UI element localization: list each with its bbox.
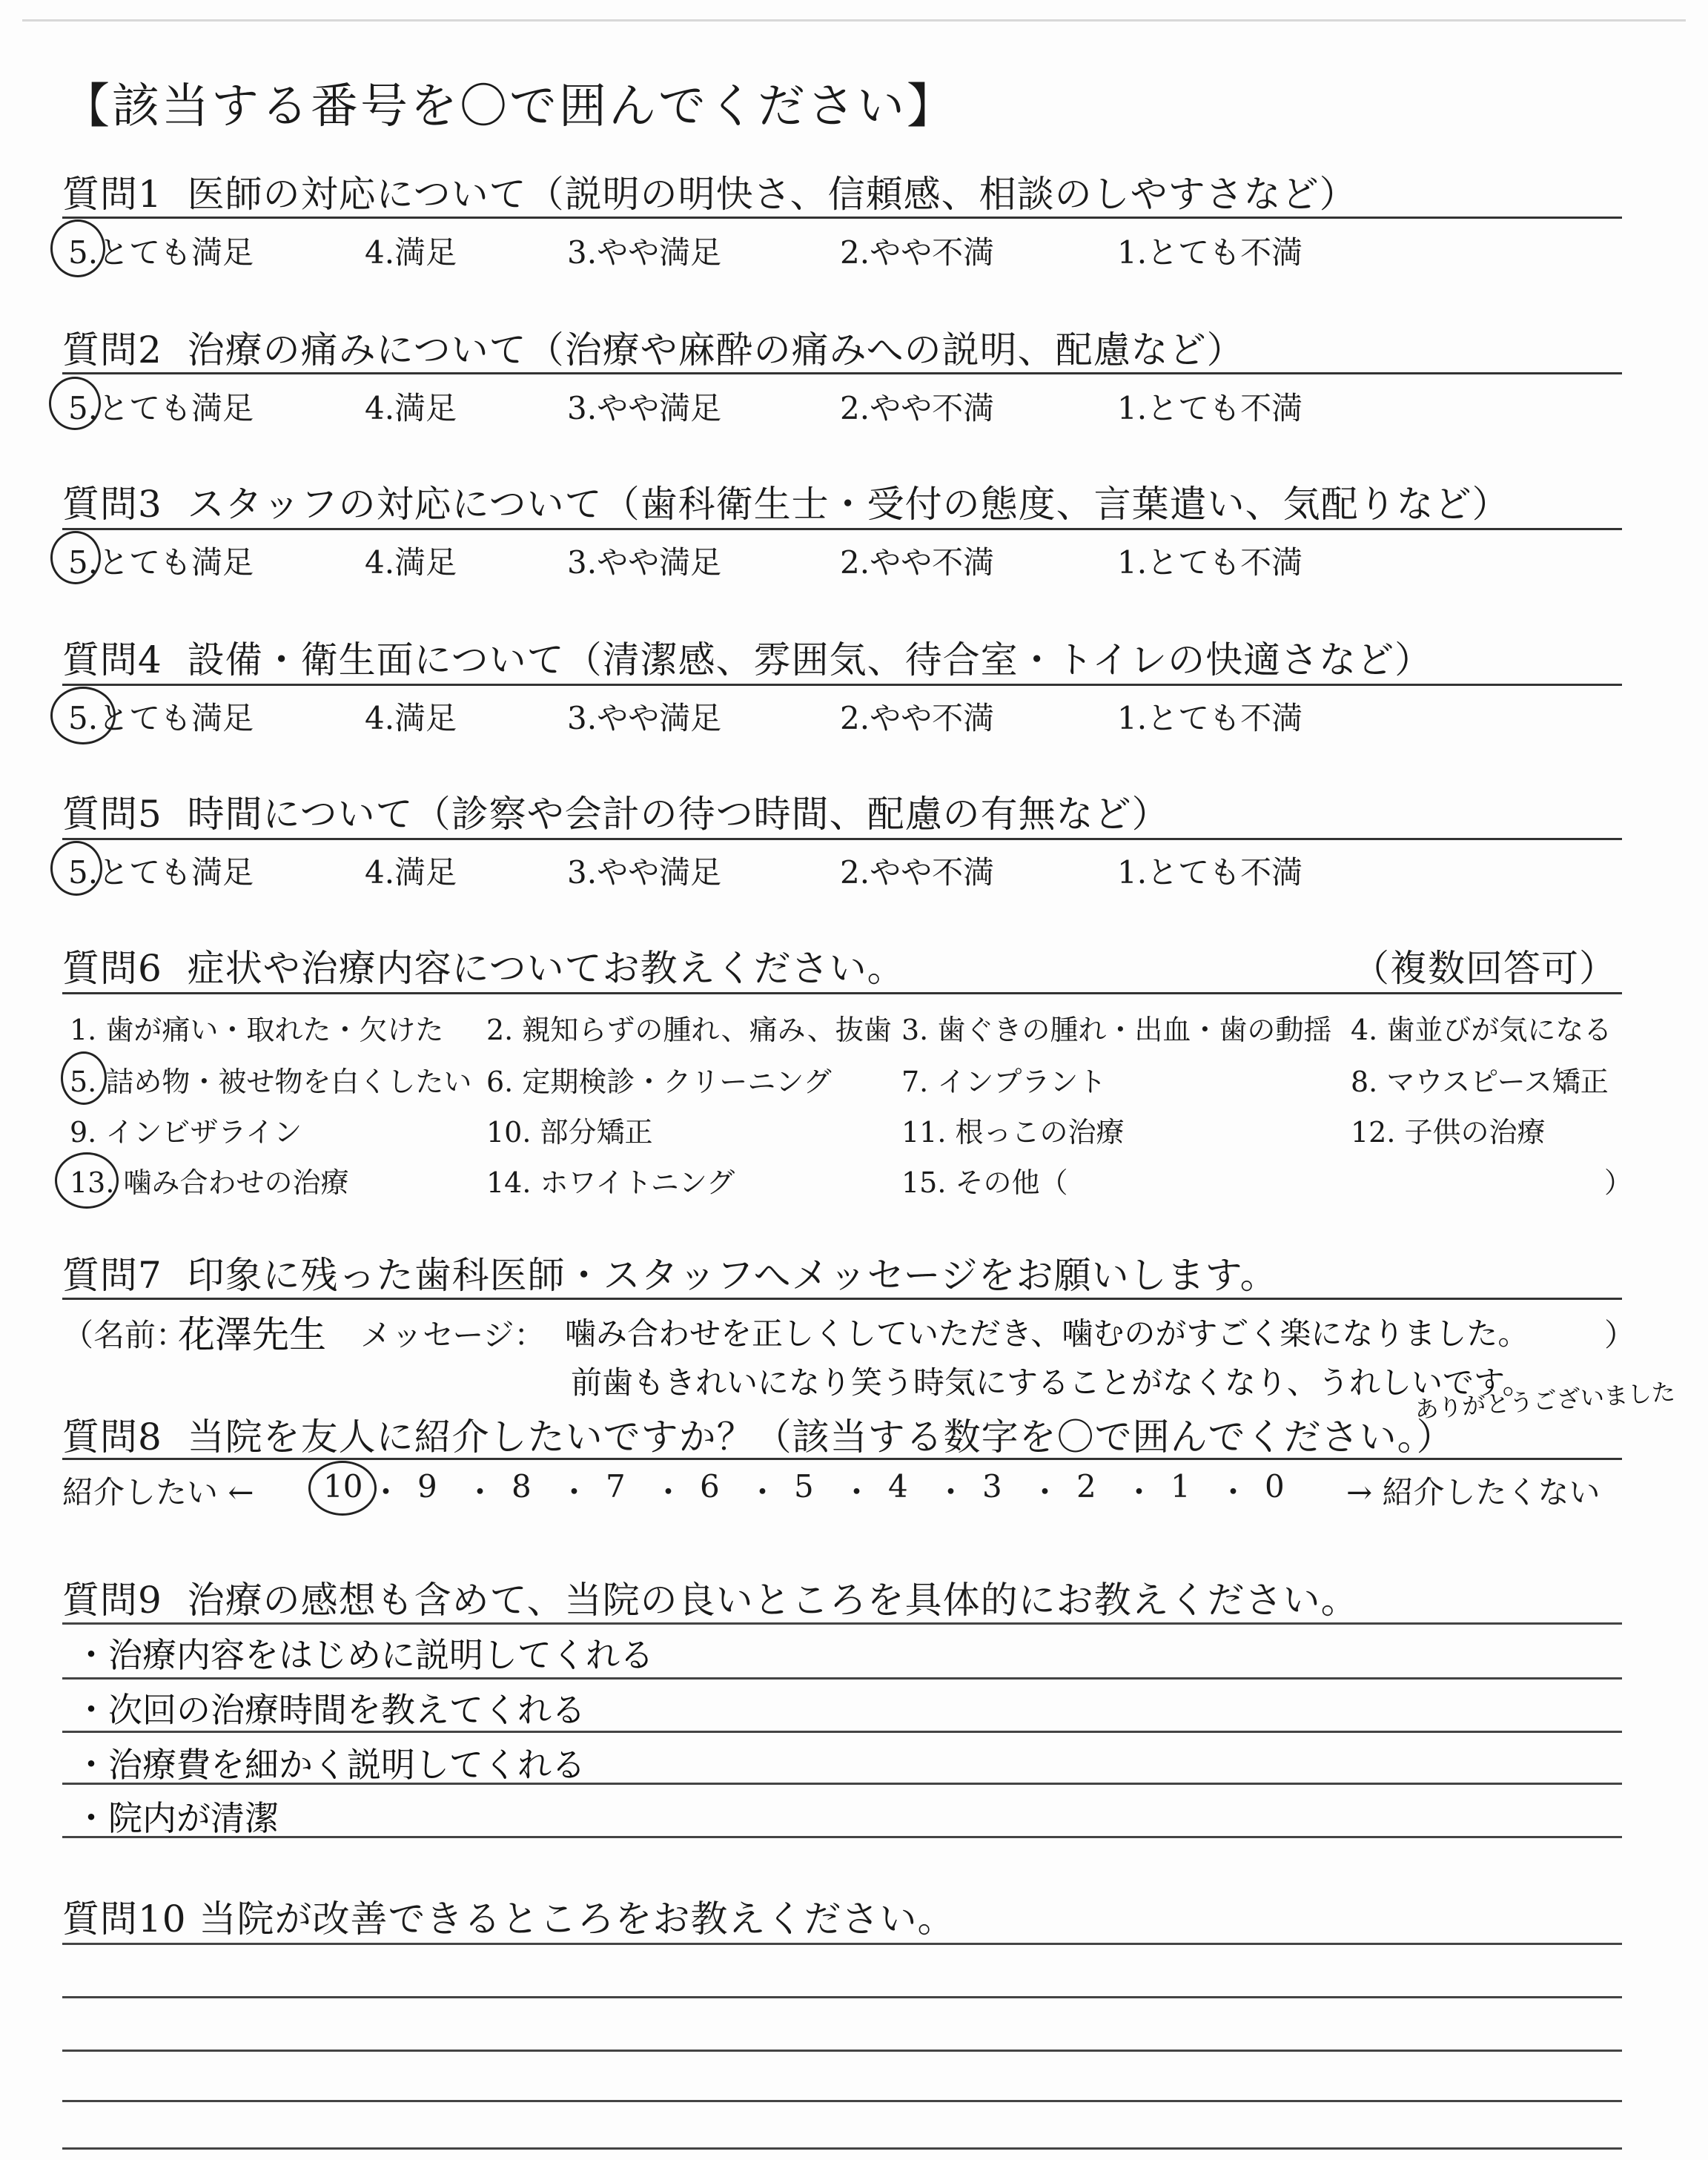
q9-answer-1[interactable]: ・治療内容をはじめに説明してくれる xyxy=(74,1635,654,1675)
q8-scale-separator: ・ xyxy=(652,1474,684,1510)
question-4-text: 設備・衛生面について（清潔感、雰囲気、待合室・トイレの快適さなど） xyxy=(187,638,1433,681)
question-10-label: 質問10 xyxy=(62,1898,187,1941)
q6-item-4[interactable]: 4. 歯並びが気になる xyxy=(1351,1014,1612,1046)
question-6 xyxy=(62,939,905,992)
question-2-label: 質問2 xyxy=(62,328,162,371)
q8-scale-2[interactable]: 2 xyxy=(1076,1468,1096,1505)
q9-answer-2[interactable]: ・次回の治療時間を教えてくれる xyxy=(74,1690,586,1730)
q9-rule-4 xyxy=(62,1836,1622,1838)
q6-item-6[interactable]: 6. 定期検診・クリーニング xyxy=(486,1066,832,1098)
q8-left-label: 紹介したい ← xyxy=(62,1474,254,1510)
q3-option-1[interactable]: 1.とても不満 xyxy=(1117,544,1303,581)
q8-scale-separator: ・ xyxy=(1029,1474,1061,1510)
q4-option-1[interactable]: 1.とても不満 xyxy=(1117,700,1303,736)
q6-item-15[interactable]: 15. その他（ xyxy=(901,1166,1068,1199)
question-9-label: 質問9 xyxy=(62,1579,162,1622)
q7-name-label: （名前： xyxy=(62,1317,188,1353)
question-8-label: 質問8 xyxy=(62,1416,162,1459)
q7-message-line-2[interactable]: 前歯もきれいになり笑う時気にすることがなくなり、うれしいです。 xyxy=(571,1364,1534,1401)
q1-selection-circle xyxy=(50,219,105,277)
q2-selection-circle xyxy=(49,377,101,430)
q5-option-4[interactable]: 4.満足 xyxy=(365,854,457,891)
q10-rule-1 xyxy=(62,1943,1622,1945)
q10-rule-5 xyxy=(62,2147,1622,2150)
question-8 xyxy=(62,1407,1454,1461)
q5-option-5[interactable]: 5.とても満足 xyxy=(68,854,254,891)
q2-option-3[interactable]: 3.やや満足 xyxy=(567,390,722,426)
q1-option-5[interactable]: 5.とても満足 xyxy=(68,234,254,271)
q8-scale-10[interactable]: 10 xyxy=(323,1468,363,1505)
question-4 xyxy=(62,630,1432,684)
question-5-text: 時間について（診察や会計の待つ時間、配慮の有無など） xyxy=(187,793,1170,836)
q8-scale-separator: ・ xyxy=(464,1474,496,1510)
q6-item-13[interactable]: 13. 噛み合わせの治療 xyxy=(70,1166,349,1199)
question-5 xyxy=(62,785,1170,838)
q6-item-1[interactable]: 1. 歯が痛い・取れた・欠けた xyxy=(70,1014,444,1046)
q7-message-line-3[interactable]: ありがとうございました xyxy=(1414,1377,1677,1424)
question-2-rule xyxy=(62,372,1622,374)
question-3-rule xyxy=(62,528,1622,530)
q6-selection-circle-5 xyxy=(61,1051,107,1105)
page-title: 【該当する番号を〇で囲んでください】 xyxy=(62,79,956,134)
q6-item-8[interactable]: 8. マウスピース矯正 xyxy=(1351,1066,1609,1098)
question-1-label: 質問1 xyxy=(62,173,162,216)
q7-name-value[interactable]: 花澤先生 xyxy=(178,1313,326,1356)
q2-option-2[interactable]: 2.やや不満 xyxy=(840,390,995,426)
q10-rule-3 xyxy=(62,2050,1622,2052)
question-7-label: 質問7 xyxy=(62,1254,162,1297)
question-7-text: 印象に残った歯科医師・スタッフへメッセージをお願いします。 xyxy=(187,1254,1278,1297)
q5-option-2[interactable]: 2.やや不満 xyxy=(840,854,995,891)
question-10-text: 当院が改善できるところをお教えください。 xyxy=(199,1898,956,1941)
q4-selection-circle xyxy=(50,687,116,744)
q8-scale-3[interactable]: 3 xyxy=(982,1468,1002,1505)
q8-selection-circle xyxy=(308,1461,377,1516)
q4-option-5[interactable]: 5.とても満足 xyxy=(68,700,254,736)
q8-scale-separator: ・ xyxy=(747,1474,778,1510)
q1-option-4[interactable]: 4.満足 xyxy=(365,234,457,271)
q9-rule-1 xyxy=(62,1677,1622,1680)
q8-scale-0[interactable]: 0 xyxy=(1265,1468,1285,1505)
question-10 xyxy=(62,1889,956,1943)
q7-message-label: メッセージ： xyxy=(360,1317,546,1353)
q7-message-line-1[interactable]: 噛み合わせを正しくしていただき、噛むのがすごく楽になりました。 xyxy=(565,1315,1529,1352)
q8-scale-separator: ・ xyxy=(370,1474,402,1510)
question-4-rule xyxy=(62,684,1622,686)
q9-answer-4[interactable]: ・院内が清潔 xyxy=(74,1798,279,1838)
q8-scale-6[interactable]: 6 xyxy=(700,1468,720,1505)
q3-option-4[interactable]: 4.満足 xyxy=(365,544,457,581)
question-2-text: 治療の痛みについて（治療や麻酔の痛みへの説明、配慮など） xyxy=(187,328,1245,371)
q8-scale-5[interactable]: 5 xyxy=(794,1468,814,1505)
q8-scale-7[interactable]: 7 xyxy=(606,1468,626,1505)
question-9-text: 治療の感想も含めて、当院の良いところを具体的にお教えください。 xyxy=(187,1579,1359,1622)
q8-right-label: → 紹介したくない xyxy=(1346,1474,1601,1510)
question-9 xyxy=(62,1571,1359,1624)
q8-scale-8[interactable]: 8 xyxy=(512,1468,532,1505)
question-3 xyxy=(62,475,1510,528)
question-2 xyxy=(62,320,1245,374)
question-3-text: スタッフの対応について（歯科衛生士・受付の態度、言葉遣い、気配りなど） xyxy=(187,483,1510,526)
question-5-rule xyxy=(62,838,1622,840)
q10-rule-2 xyxy=(62,1996,1622,1998)
q3-option-2[interactable]: 2.やや不満 xyxy=(840,544,995,581)
q6-item-14[interactable]: 14. ホワイトニング xyxy=(486,1166,735,1199)
q5-option-3[interactable]: 3.やや満足 xyxy=(567,854,722,891)
q8-scale-separator: ・ xyxy=(1123,1474,1155,1510)
q8-scale-separator: ・ xyxy=(558,1474,590,1510)
q6-item-7[interactable]: 7. インプラント xyxy=(901,1066,1107,1098)
q8-scale-separator: ・ xyxy=(935,1474,967,1510)
q8-scale-separator: ・ xyxy=(1217,1474,1249,1510)
q5-selection-circle xyxy=(50,841,102,896)
q1-option-3[interactable]: 3.やや満足 xyxy=(567,234,722,271)
question-6-text: 症状や治療内容についてお教えください。 xyxy=(187,947,905,990)
q9-rule-0 xyxy=(62,1622,1622,1625)
q1-option-2[interactable]: 2.やや不満 xyxy=(840,234,995,271)
question-1-rule xyxy=(62,217,1622,219)
q9-rule-2 xyxy=(62,1731,1622,1733)
q5-option-1[interactable]: 1.とても不満 xyxy=(1117,854,1303,891)
question-1 xyxy=(62,165,1357,218)
q2-option-1[interactable]: 1.とても不満 xyxy=(1117,390,1303,426)
q8-scale-1[interactable]: 1 xyxy=(1171,1468,1191,1505)
q9-rule-3 xyxy=(62,1783,1622,1785)
q6-item-5[interactable]: 5. 詰め物・被せ物を白くしたい xyxy=(70,1066,472,1098)
question-7 xyxy=(62,1246,1278,1299)
q8-scale-separator: ・ xyxy=(841,1474,873,1510)
q2-option-4[interactable]: 4.満足 xyxy=(365,390,457,426)
question-6-label: 質問6 xyxy=(62,947,162,990)
q8-scale-4[interactable]: 4 xyxy=(888,1468,908,1505)
q1-option-1[interactable]: 1.とても不満 xyxy=(1117,234,1303,271)
q4-option-4[interactable]: 4.満足 xyxy=(365,700,457,736)
q4-option-3[interactable]: 3.やや満足 xyxy=(567,700,722,736)
question-3-label: 質問3 xyxy=(62,483,162,526)
q3-selection-circle xyxy=(50,531,101,584)
question-8-rule xyxy=(62,1458,1622,1460)
q3-option-5[interactable]: 5.とても満足 xyxy=(68,544,254,581)
q4-option-2[interactable]: 2.やや不満 xyxy=(840,700,995,736)
q6-item-3[interactable]: 3. 歯ぐきの腫れ・出血・歯の動揺 xyxy=(901,1014,1332,1046)
question-7-rule xyxy=(62,1298,1622,1300)
q6-item-2[interactable]: 2. 親知らずの腫れ、痛み、抜歯 xyxy=(486,1014,892,1046)
question-6-note: （複数回答可） xyxy=(1352,947,1617,990)
question-5-label: 質問5 xyxy=(62,793,162,836)
question-6-rule xyxy=(62,992,1622,994)
q9-answer-3[interactable]: ・治療費を細かく説明してくれる xyxy=(74,1745,586,1785)
question-8-text: 当院を友人に紹介したいですか？（該当する数字を〇で囲んでください。） xyxy=(187,1416,1454,1459)
top-rule xyxy=(22,19,1686,22)
q7-close-paren: ） xyxy=(1604,1317,1636,1353)
q6-item-12[interactable]: 12. 子供の治療 xyxy=(1351,1116,1546,1149)
q6-item-11[interactable]: 11. 根っこの治療 xyxy=(901,1116,1125,1149)
q8-scale-9[interactable]: 9 xyxy=(417,1468,437,1505)
q6-item-10[interactable]: 10. 部分矯正 xyxy=(486,1116,653,1149)
q6-item-9[interactable]: 9. インビザライン xyxy=(70,1116,302,1149)
q10-rule-4 xyxy=(62,2100,1622,2102)
q2-option-5[interactable]: 5.とても満足 xyxy=(68,390,254,426)
question-1-text: 医師の対応について（説明の明快さ、信頼感、相談のしやすさなど） xyxy=(187,173,1357,216)
q3-option-3[interactable]: 3.やや満足 xyxy=(567,544,722,581)
question-4-label: 質問4 xyxy=(62,638,162,681)
q6-item-15-close: ） xyxy=(1604,1166,1633,1199)
q6-selection-circle-13 xyxy=(55,1152,119,1209)
